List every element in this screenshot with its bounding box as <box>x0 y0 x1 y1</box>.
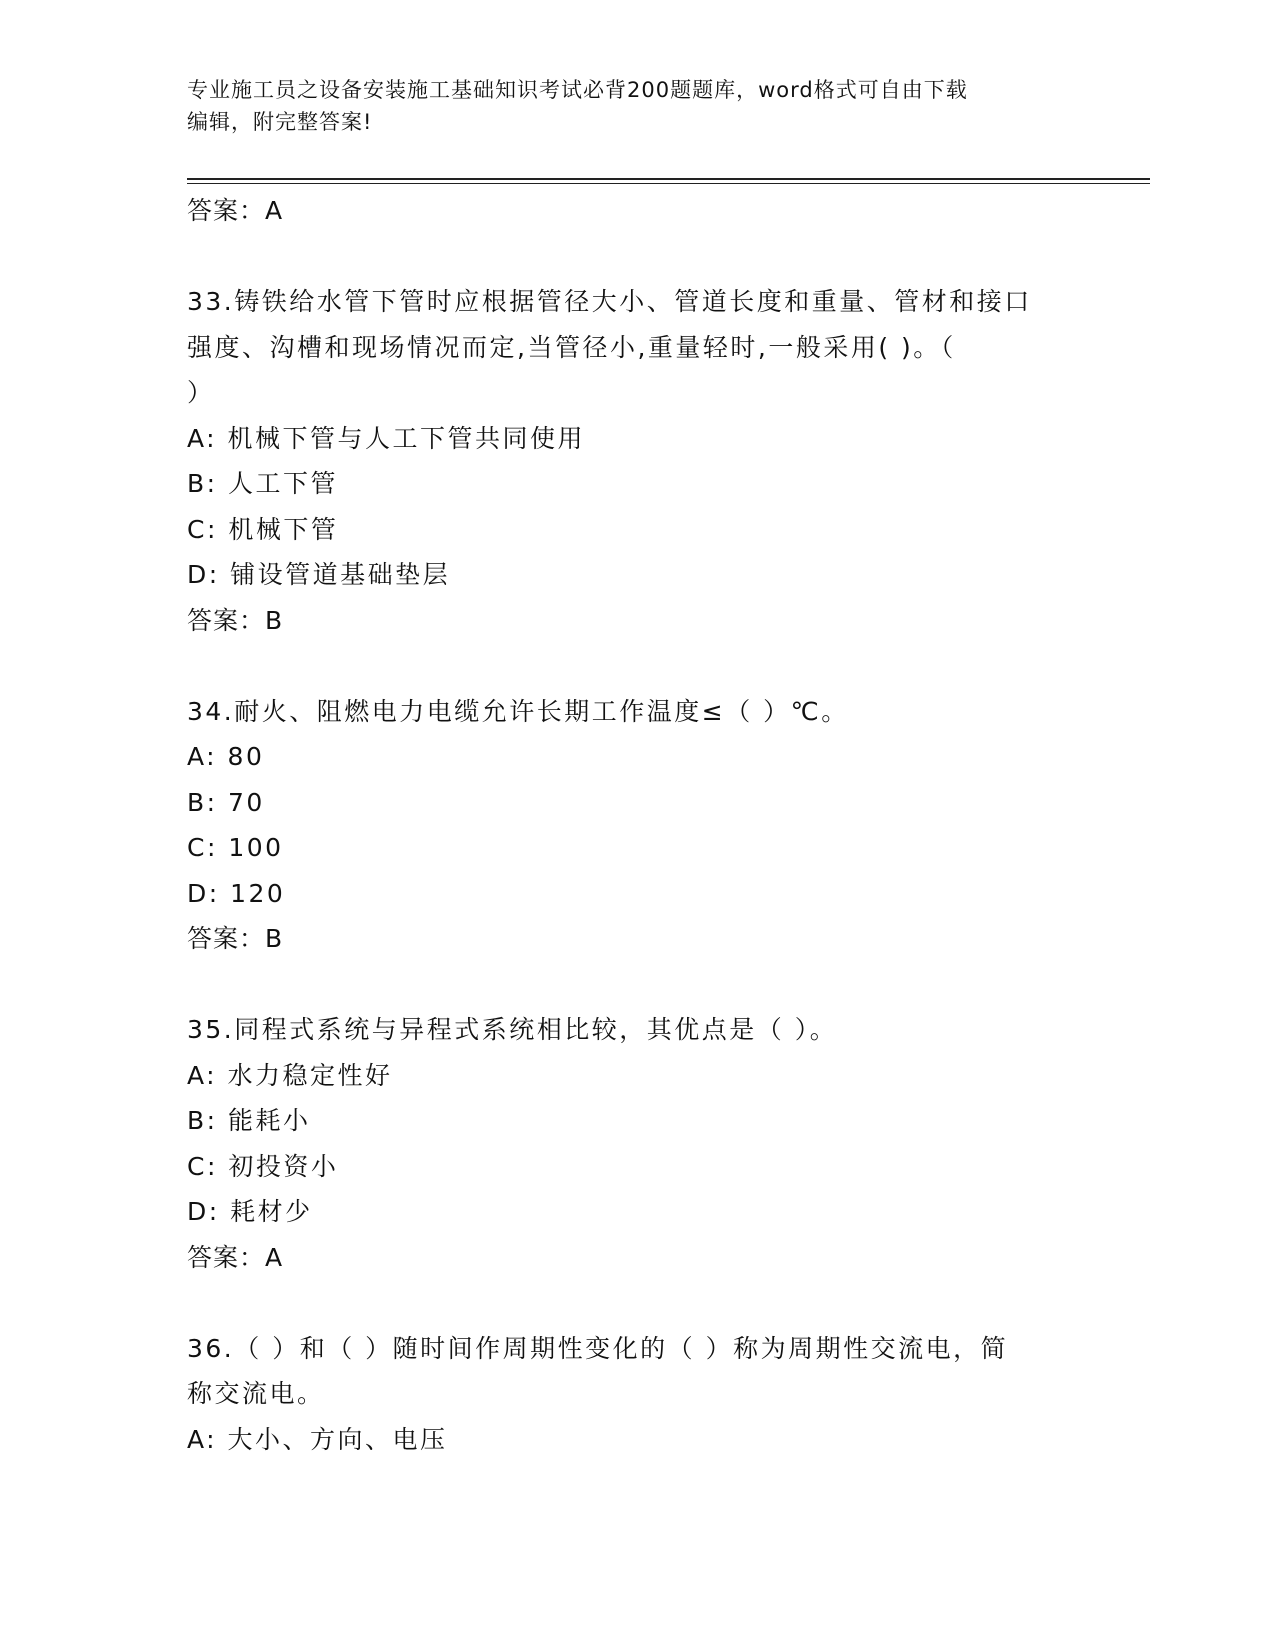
header-line-1: 专业施工员之设备安装施工基础知识考试必背200题题库，word格式可自由下载 <box>187 78 968 102</box>
option-c: C: 初投资小 <box>187 1151 339 1181</box>
option-d: D: 耗材少 <box>187 1197 313 1226</box>
question-block <box>187 1007 1087 1280</box>
question-text-line: 33.铸铁给水管下管时应根据管径大小、管道长度和重量、管材和接口 <box>187 287 1032 316</box>
option-a: A: 水力稳定性好 <box>187 1060 393 1090</box>
question-block <box>187 689 1087 962</box>
page-header <box>187 74 1087 138</box>
answer-line: 答案：B <box>187 605 284 635</box>
header-line-2: 编辑，附完整答案! <box>187 110 373 134</box>
option-d: D: 120 <box>187 878 286 908</box>
question-block <box>187 1326 1087 1463</box>
option-a: A: 80 <box>187 742 265 771</box>
option-a: A: 大小、方向、电压 <box>187 1424 448 1454</box>
option-c: C: 100 <box>187 833 284 862</box>
answer-line: 答案：A <box>187 196 284 225</box>
option-b: B: 人工下管 <box>187 469 339 498</box>
option-b: B: 能耗小 <box>187 1106 311 1135</box>
question-list <box>187 188 1087 1462</box>
question-block <box>187 279 1087 643</box>
option-a: A: 机械下管与人工下管共同使用 <box>187 423 586 453</box>
option-d: D: 铺设管道基础垫层 <box>187 560 451 589</box>
question-text-line: 称交流电。 <box>187 1379 325 1408</box>
option-c: C: 机械下管 <box>187 514 339 544</box>
option-b: B: 70 <box>187 787 265 817</box>
header-divider <box>187 178 1150 184</box>
question-text-line: 36.（ ）和（ ）随时间作周期性变化的（ ）称为周期性交流电，简 <box>187 1333 1009 1363</box>
answer-line: 答案：B <box>187 924 284 953</box>
question-text-line: 强度、沟槽和现场情况而定,当管径小,重量轻时,一般采用( )。（ <box>187 332 956 362</box>
question-text-line: 35.同程式系统与异程式系统相比较，其优点是（ ）。 <box>187 1015 838 1044</box>
answer-line: 答案：A <box>187 1242 284 1272</box>
question-text-line: 34.耐火、阻燃电力电缆允许长期工作温度≤（ ）℃。 <box>187 696 849 726</box>
question-text-line: ） <box>187 378 215 407</box>
